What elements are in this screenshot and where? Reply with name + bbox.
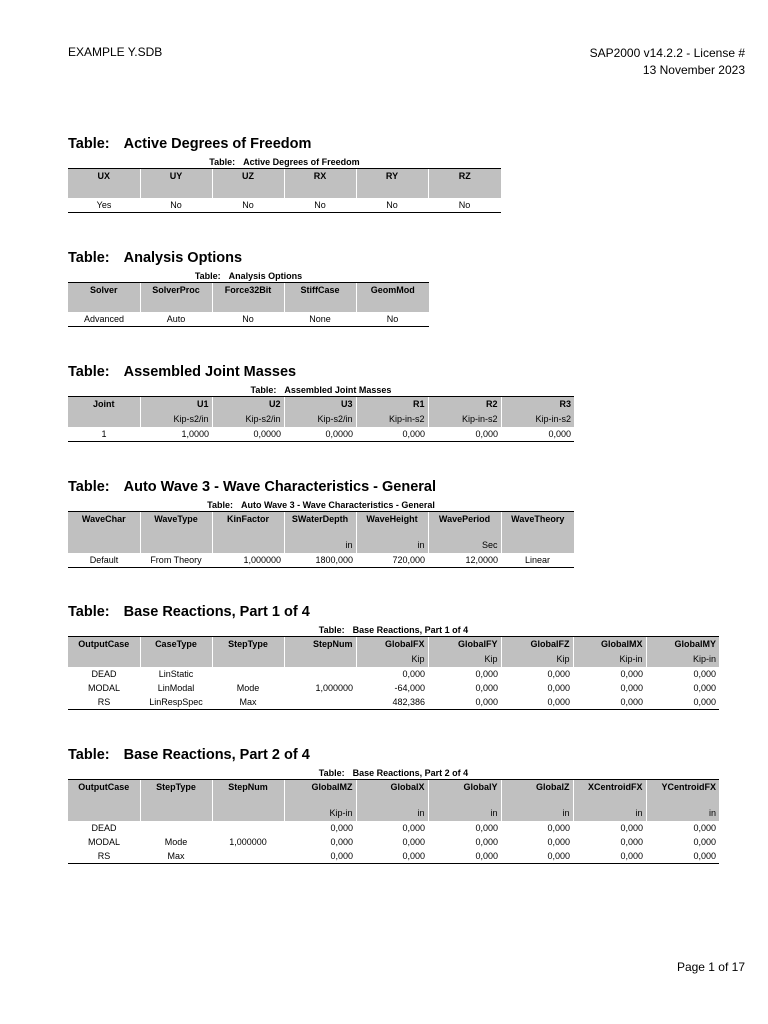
unit-header [140, 538, 212, 553]
col-header: RY [356, 169, 428, 198]
table-caption: Table: Active Degrees of Freedom [209, 157, 360, 167]
table-cell: No [212, 312, 284, 327]
col-header: XCentroidFX [573, 780, 646, 806]
table-cell: No [212, 198, 284, 213]
table-cell: 1,000000 [315, 683, 353, 693]
col-header: OutputCase [68, 780, 140, 806]
table-caption: Table: Base Reactions, Part 1 of 4 [318, 625, 469, 635]
unit-header [140, 806, 212, 821]
table-cell: 720,000 [356, 553, 428, 568]
table-cell: RS [68, 849, 140, 864]
table-cell: 0,000 [693, 669, 716, 679]
table-cell: Advanced [68, 312, 140, 327]
col-header: R3 [501, 397, 574, 413]
col-header: GlobalFX [356, 637, 428, 653]
section-base-reactions-1 [68, 602, 719, 710]
col-header: WaveChar [68, 512, 140, 538]
table-cell: 0,000 [620, 683, 643, 693]
table-cell: 0,000 [428, 695, 501, 710]
table-cell: 0,000 [330, 836, 353, 847]
table-cell: 0,000 [475, 836, 498, 847]
col-header: Force32Bit [212, 283, 284, 312]
unit-header: Kip-in [284, 806, 356, 821]
table-cell: No [284, 198, 356, 213]
section-analysis-options [68, 248, 429, 327]
col-header: WaveHeight [356, 512, 428, 538]
table-cell: Mode [236, 683, 260, 693]
table-cell: 0,000 [475, 669, 498, 679]
col-header: WaveType [140, 512, 212, 538]
table-cell [284, 667, 356, 681]
table-cell: 0,000 [620, 669, 643, 679]
table-cell: 0,000 [501, 695, 573, 710]
table-cell: 0,000 [693, 683, 716, 693]
report-date: 13 November 2023 [642, 63, 745, 77]
table-cell: 0,000 [620, 836, 643, 847]
col-header: GlobalFZ [501, 637, 573, 653]
table-cell: LinStatic [158, 669, 194, 679]
table-cell: 0,000 [428, 849, 501, 864]
unit-header: in [284, 538, 356, 553]
table-row [68, 695, 719, 710]
table-cell: No [356, 312, 429, 327]
table-cell: 1,000000 [212, 553, 284, 568]
col-header: GlobalFY [428, 637, 501, 653]
table-cell: No [428, 198, 501, 213]
table-cell: MODAL [87, 683, 120, 693]
section-title: Table: Active Degrees of Freedom [68, 136, 312, 152]
table-cell: 0,000 [402, 669, 425, 679]
unit-header: Kip-in [573, 652, 646, 667]
section-active-dof [68, 134, 501, 213]
table-cell: 0,000 [547, 669, 570, 679]
col-header: UX [68, 169, 140, 198]
table-row [68, 312, 429, 327]
col-header: StepType [140, 780, 212, 806]
table-cell [140, 821, 212, 835]
col-header: SolverProc [140, 283, 212, 312]
table-cell: 0,0000 [284, 427, 356, 442]
table-cell: 0,0000 [212, 427, 284, 442]
col-header: GlobalX [356, 780, 428, 806]
unit-header: Kip-in-s2 [501, 412, 574, 427]
table-cell: Auto [140, 312, 212, 327]
table-cell: 1 [68, 427, 140, 442]
table-cell: 0,000 [620, 822, 643, 833]
unit-header: Kip [428, 652, 501, 667]
unit-header: Kip-in-s2 [428, 412, 501, 427]
section-base-reactions-2 [68, 745, 719, 864]
table-cell: 0,000 [693, 822, 716, 833]
section-title: Table: Assembled Joint Masses [68, 364, 297, 380]
unit-header [501, 538, 574, 553]
table-cell: 0,000 [402, 836, 425, 847]
table-cell: 0,000 [475, 822, 498, 833]
table-cell: 0,000 [501, 849, 573, 864]
base-reactions-1-table [68, 636, 719, 710]
col-header: KinFactor [212, 512, 284, 538]
col-header: U3 [284, 397, 356, 413]
table-cell [212, 667, 284, 681]
table-cell: 0,000 [428, 427, 501, 442]
table-cell: MODAL [87, 836, 120, 847]
col-header: GlobalZ [501, 780, 573, 806]
table-row [68, 667, 719, 681]
table-cell: 0,000 [646, 849, 719, 864]
table-cell: No [140, 198, 212, 213]
unit-header: in [428, 806, 501, 821]
col-header: StepNum [212, 780, 284, 806]
table-cell [212, 821, 284, 835]
unit-header [140, 652, 212, 667]
unit-header: in [573, 806, 646, 821]
table-cell: 0,000 [284, 849, 356, 864]
table-cell: No [356, 198, 428, 213]
unit-header [284, 652, 356, 667]
col-header: GlobalMX [573, 637, 646, 653]
col-header: UY [140, 169, 212, 198]
report-header [590, 45, 745, 79]
table-row [68, 427, 574, 442]
unit-header [68, 806, 140, 821]
col-header: WavePeriod [428, 512, 501, 538]
table-cell: 0,000 [547, 822, 570, 833]
table-row [68, 553, 574, 568]
table-cell: Yes [68, 198, 140, 213]
table-cell: 0,000 [547, 836, 570, 847]
table-cell: 1,000000 [229, 836, 267, 847]
table-row [68, 849, 719, 864]
table-cell [284, 695, 356, 710]
section-title: Table: Base Reactions, Part 2 of 4 [68, 747, 310, 763]
col-header: RZ [428, 169, 501, 198]
col-header: RX [284, 169, 356, 198]
table-row [68, 198, 501, 213]
table-cell: 0,000 [356, 849, 428, 864]
table-caption: Table: Assembled Joint Masses [250, 385, 392, 395]
col-header: CaseType [140, 637, 212, 653]
unit-header: Kip-s2/in [140, 412, 212, 427]
unit-header: Kip-s2/in [284, 412, 356, 427]
col-header: StepType [212, 637, 284, 653]
table-cell: Linear [501, 553, 574, 568]
section-joint-masses [68, 362, 574, 442]
table-cell: 1800,000 [284, 553, 356, 568]
table-cell: 0,000 [330, 822, 353, 833]
analysis-options-table [68, 282, 429, 327]
col-header: U1 [140, 397, 212, 413]
col-header: YCentroidFX [646, 780, 719, 806]
unit-header: Sec [428, 538, 501, 553]
unit-header: Kip [356, 652, 428, 667]
table-cell: From Theory [140, 553, 212, 568]
table-cell: LinRespSpec [140, 695, 212, 710]
col-header: UZ [212, 169, 284, 198]
unit-header [68, 412, 140, 427]
active-dof-table [68, 168, 501, 213]
unit-header [212, 652, 284, 667]
table-cell: Default [68, 553, 140, 568]
table-cell: -64,000 [394, 683, 425, 693]
unit-header [212, 538, 284, 553]
section-title: Table: Base Reactions, Part 1 of 4 [68, 604, 310, 620]
table-cell: 0,000 [646, 695, 719, 710]
section-title: Table: Analysis Options [68, 250, 243, 266]
table-cell: Mode [164, 836, 188, 847]
table-cell [212, 849, 284, 864]
unit-header: Kip-s2/in [212, 412, 284, 427]
table-cell: DEAD [91, 669, 117, 679]
table-cell: LinModal [157, 683, 195, 693]
unit-header: in [646, 806, 719, 821]
col-header: GlobalMZ [284, 780, 356, 806]
table-caption: Table: Base Reactions, Part 2 of 4 [318, 768, 469, 778]
table-row [68, 681, 719, 695]
col-header: WaveTheory [501, 512, 574, 538]
unit-header: Kip [501, 652, 573, 667]
col-header: U2 [212, 397, 284, 413]
table-cell: Max [140, 849, 212, 864]
joint-masses-table [68, 396, 574, 442]
table-cell: 0,000 [547, 683, 570, 693]
col-header: R1 [356, 397, 428, 413]
table-cell: 1,0000 [140, 427, 212, 442]
program-version: SAP2000 v14.2.2 - License # [589, 46, 745, 60]
unit-header: in [501, 806, 573, 821]
unit-header: in [356, 806, 428, 821]
col-header: GeomMod [356, 283, 429, 312]
table-cell: Max [212, 695, 284, 710]
table-cell: 0,000 [356, 427, 428, 442]
col-header: R2 [428, 397, 501, 413]
unit-header: Kip-in [646, 652, 719, 667]
table-cell: 12,0000 [428, 553, 501, 568]
table-cell: 0,000 [573, 695, 646, 710]
table-cell: None [284, 312, 356, 327]
table-cell: 482,386 [356, 695, 428, 710]
table-cell: 0,000 [475, 683, 498, 693]
unit-header [212, 806, 284, 821]
col-header: StepNum [284, 637, 356, 653]
unit-header: Kip-in-s2 [356, 412, 428, 427]
unit-header [68, 652, 140, 667]
col-header: SWaterDepth [284, 512, 356, 538]
base-reactions-2-table [68, 779, 719, 864]
table-caption: Table: Auto Wave 3 - Wave Characteristics - General [207, 500, 435, 510]
page-number: Page 1 of 17 [676, 960, 745, 974]
wave-characteristics-table [68, 511, 574, 568]
table-caption: Table: Analysis Options [194, 271, 303, 281]
table-cell: RS [68, 695, 140, 710]
unit-header: in [356, 538, 428, 553]
col-header: Solver [68, 283, 140, 312]
table-cell: 0,000 [573, 849, 646, 864]
section-auto-wave [68, 477, 574, 568]
file-name: EXAMPLE Y.SDB [68, 45, 163, 59]
table-cell: DEAD [91, 822, 117, 833]
unit-header [68, 538, 140, 553]
col-header: OutputCase [68, 637, 140, 653]
table-cell: 0,000 [501, 427, 574, 442]
section-title: Table: Auto Wave 3 - Wave Characteristics - General [68, 479, 437, 495]
table-row [68, 835, 719, 849]
table-cell: 0,000 [402, 822, 425, 833]
col-header: GlobalY [428, 780, 501, 806]
table-row [68, 821, 719, 835]
col-header: GlobalMY [646, 637, 719, 653]
col-header: StiffCase [284, 283, 356, 312]
table-cell: 0,000 [693, 836, 716, 847]
col-header: Joint [68, 397, 140, 413]
